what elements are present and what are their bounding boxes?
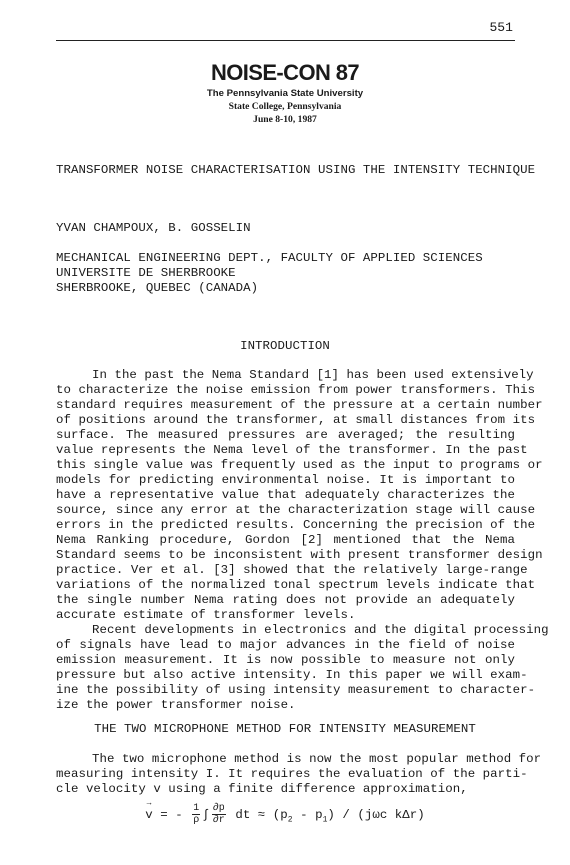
body-line: Standard seems to be inconsistent with present transformer design <box>56 548 543 562</box>
fraction-one-over-rho: $\frac{1}{\rho}$ <box>193 803 200 826</box>
body-line: this single value was frequently used as the input to programs or <box>56 458 543 472</box>
body-line: The two microphone method is now the most popular method for <box>92 752 542 766</box>
body-line: variations of the normalized tonal spectrum levels indicate that <box>56 578 536 592</box>
body-line: emission measurement. It is now possible to measure not only <box>56 653 515 667</box>
body-line: practice. Ver et al. [3] showed that the relatively large-range <box>56 563 528 577</box>
velocity-symbol: → v <box>145 798 153 822</box>
fraction-dp-dr: $\frac{\partial p}{\partial r}$ <box>212 803 225 826</box>
section-heading-method: THE TWO MICROPHONE METHOD FOR INTENSITY MEASUREMENT <box>94 722 476 736</box>
page-number: 551 <box>489 20 513 35</box>
body-line: Nema Ranking procedure, Gordon [2] mentioned that the Nema <box>56 533 515 547</box>
velocity-formula: → v = - $\frac{1}{\rho}$ ∫ $\frac{\partial p}{\partial r}$ dt ≈ $(p_2 - p_1) / (j\omega c$ kΔr) <box>145 798 425 826</box>
body-line: the single number Nema rating does not provide an adequately <box>56 593 515 607</box>
body-line: pressure but also active intensity. In this paper we will exam- <box>56 668 528 682</box>
body-line: cle velocity v using a finite difference approximation, <box>56 782 468 796</box>
body-line: source, since any error at the characterization stage will cause <box>56 503 536 517</box>
paper-authors: YVAN CHAMPOUX, B. GOSSELIN <box>56 221 251 235</box>
body-line: In the past the Nema Standard [1] has been used extensively <box>92 368 534 382</box>
body-line: surface. The measured pressures are averaged; the resulting <box>56 428 515 442</box>
body-line: ine the possibility of using intensity measurement to character- <box>56 683 536 697</box>
affiliation-line: SHERBROOKE, QUEBEC (CANADA) <box>56 281 259 295</box>
body-line: measuring intensity I. It requires the evaluation of the parti- <box>56 767 528 781</box>
body-line: models for predicting environmental noise. It is important to <box>56 473 515 487</box>
section-heading-introduction: INTRODUCTION <box>240 339 330 353</box>
header-rule <box>56 40 515 41</box>
conference-location: State College, Pennsylvania <box>228 101 342 112</box>
body-line: to characterize the noise emission from power transformers. This <box>56 383 536 397</box>
conference-university: The Pennsylvania State University <box>206 88 364 99</box>
body-line: of signals have lead to major advances in the field of noise <box>56 638 515 652</box>
body-line: of positions around the transformer, at small distances from its <box>56 413 536 427</box>
introduction-body <box>56 368 549 713</box>
affiliation-line: MECHANICAL ENGINEERING DEPT., FACULTY OF APPLIED SCIENCES <box>56 251 483 265</box>
paper-title: TRANSFORMER NOISE CHARACTERISATION USING THE INTENSITY TECHNIQUE <box>56 163 536 177</box>
conference-dates: June 8-10, 1987 <box>253 114 317 125</box>
body-line: value represents the Nema level of the transformer. In the past <box>56 443 528 457</box>
conference-name: NOISE-CON 87 <box>210 60 360 85</box>
body-line: accurate estimate of transformer levels. <box>56 608 356 622</box>
method-body <box>56 752 542 797</box>
affiliation-line: UNIVERSITE DE SHERBROOKE <box>56 266 236 280</box>
vector-arrow-icon: → <box>146 798 152 808</box>
body-line: ize the power transformer noise. <box>56 698 296 712</box>
integral-sign: ∫ <box>202 807 210 822</box>
body-line: have a representative value that adequately characterizes the <box>56 488 515 502</box>
body-line: Recent developments in electronics and the digital processing <box>92 623 549 637</box>
body-line: standard requires measurement of the pressure at a certain number <box>56 398 543 412</box>
body-line: errors in the predicted results. Concerning the precision of the <box>56 518 536 532</box>
